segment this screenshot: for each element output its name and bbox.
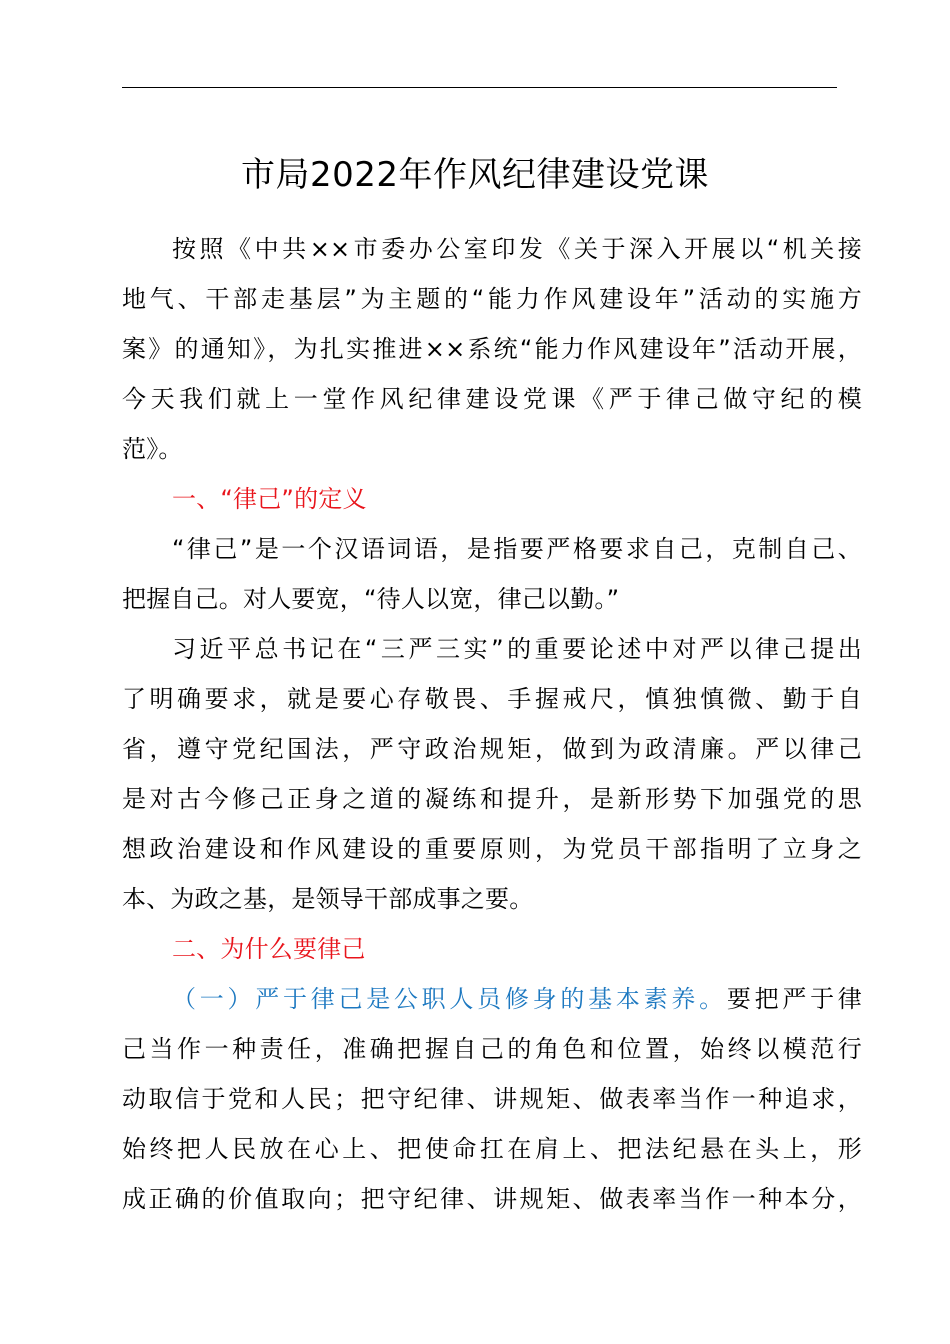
- paragraph-line: 把握自己。对人要宽，“待人以宽，律己以勤。”: [122, 585, 620, 613]
- intro-line: 地气、干部走基层”为主题的“能力作风建设年”活动的实施方: [122, 285, 862, 313]
- paragraph-line: 习近平总书记在“三严三实”的重要论述中对严以律己提出: [172, 635, 862, 663]
- paragraph-line: 了明确要求，就是要心存敬畏、手握戒尺，慎独慎微、勤于自: [122, 685, 862, 713]
- intro-line: 案》的通知》，为扎实推进××系统“能力作风建设年”活动开展，: [122, 335, 862, 363]
- paragraph-line: 己当作一种责任，准确把握自己的角色和位置，始终以模范行: [122, 1035, 862, 1063]
- intro-line: 今天我们就上一堂作风纪律建设党课《严于律己做守纪的模: [122, 385, 862, 413]
- paragraph-line: 动取信于党和人民；把守纪律、讲规矩、做表率当作一种追求，: [122, 1085, 862, 1113]
- paragraph-line: 想政治建设和作风建设的重要原则，为党员干部指明了立身之: [122, 835, 862, 863]
- intro-line: 按照《中共××市委办公室印发《关于深入开展以“机关接: [172, 235, 862, 263]
- header-rule: [122, 87, 837, 88]
- paragraph-line: 是对古今修己正身之道的凝练和提升，是新形势下加强党的思: [122, 785, 862, 813]
- document-title: 市局2022年作风纪律建设党课: [240, 155, 710, 195]
- section-heading-2: 二、为什么要律己: [172, 935, 366, 963]
- paragraph-line: “律己”是一个汉语词语，是指要严格要求自己，克制自己、: [172, 535, 862, 563]
- subsection-lead-text: 要把严于律: [726, 985, 863, 1013]
- paragraph-line: 始终把人民放在心上、把使命扛在肩上、把法纪悬在头上，形: [122, 1135, 862, 1163]
- section-heading-1: 一、“律己”的定义: [172, 485, 367, 513]
- document-body: [122, 224, 862, 1224]
- intro-line: 范》。: [122, 435, 183, 463]
- paragraph-line: 本、为政之基，是领导干部成事之要。: [122, 885, 534, 913]
- subsection-first-line: [122, 974, 862, 1024]
- subsection-heading: （一）严于律己是公职人员修身的基本素养。: [172, 985, 727, 1013]
- paragraph-line: 省，遵守党纪国法，严守政治规矩，做到为政清廉。严以律己: [122, 735, 862, 763]
- paragraph-line: 成正确的价值取向；把守纪律、讲规矩、做表率当作一种本分，: [122, 1185, 862, 1213]
